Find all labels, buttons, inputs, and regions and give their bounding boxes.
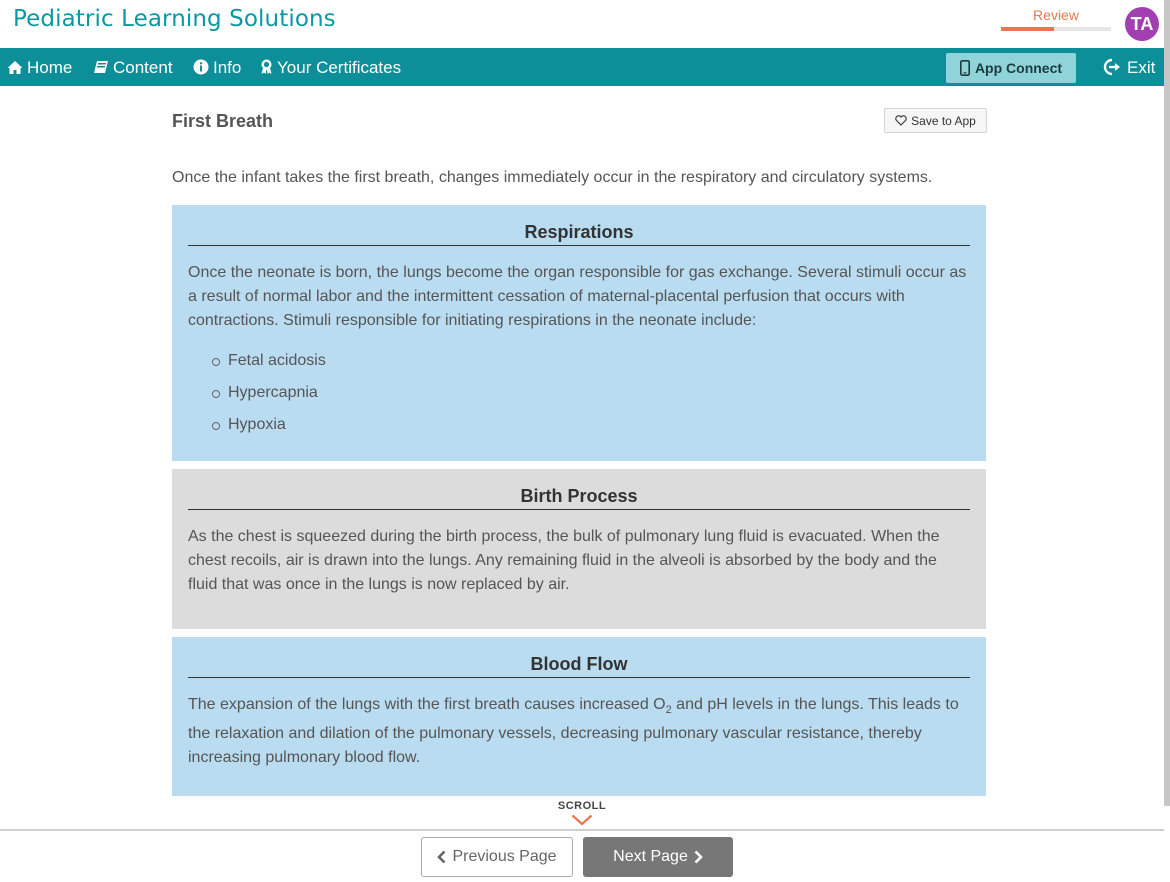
review-progress-track	[1001, 27, 1111, 31]
section-body: Once the neonate is born, the lungs become the organ responsible for gas exchange. Several stimuli occur as a result of normal labor and the intermittent cessation of maternal-placental perfusion that occurs with contractions. Stimuli responsible for initiating respirations in the neonate include:	[188, 264, 967, 329]
nav-info-label: Info	[213, 57, 242, 77]
previous-page-label: Previous Page	[452, 848, 557, 865]
section-heading: Birth Process	[188, 469, 970, 510]
nav-content-label: Content	[113, 57, 173, 77]
award-icon	[260, 59, 273, 75]
user-avatar[interactable]: TA	[1125, 7, 1159, 41]
footer-bar	[0, 829, 1164, 882]
next-page-button[interactable]	[583, 837, 733, 877]
nav-certificates[interactable]	[260, 48, 401, 86]
body-text-part: The expansion of the lungs with the first breath causes increased O	[188, 696, 666, 713]
section-heading: Respirations	[188, 205, 970, 246]
scroll-label: SCROLL	[557, 800, 607, 812]
chevron-left-icon	[437, 850, 446, 864]
page-title: First Breath	[172, 111, 274, 131]
chevron-right-icon	[694, 850, 703, 864]
intro-text: Once the infant takes the first breath, changes immediately occur in the respiratory and circulatory systems.	[172, 169, 933, 186]
exit-button[interactable]	[1103, 48, 1155, 86]
page-scrollbar[interactable]	[1164, 0, 1170, 806]
section-heading: Blood Flow	[188, 637, 970, 678]
section-birth-process	[172, 469, 986, 629]
app-logo-title[interactable]: Pediatric Learning Solutions	[13, 6, 336, 32]
section-body: As the chest is squeezed during the birth process, the bulk of pulmonary lung fluid is evacuated. When the chest recoils, air is drawn into the lungs. Any remaining fluid in the alveoli is absorbed by the body and the fluid that was once in the lungs is now replaced by air.	[188, 528, 940, 593]
nav-home[interactable]	[7, 48, 72, 86]
review-progress[interactable]	[1001, 7, 1111, 23]
save-to-app-label: Save to App	[911, 113, 976, 128]
section-blood-flow	[172, 637, 986, 796]
section-respirations	[172, 205, 986, 461]
body-text-part: and pH levels in the lungs. This leads to the relaxation and dilation of the pulmonary vessels, decreasing pulmonary vascular resistance, thereby increasing pulmonary blood flow.	[188, 696, 959, 767]
home-icon	[7, 60, 23, 75]
app-connect-label: App Connect	[974, 60, 1063, 76]
exit-label: Exit	[1127, 57, 1156, 77]
phone-icon	[960, 60, 970, 76]
oxygen-subscript: 2	[665, 704, 672, 717]
list-item: Hypercapnia	[212, 377, 970, 409]
exit-icon	[1103, 58, 1123, 76]
nav-content[interactable]	[93, 48, 173, 86]
nav-home-label: Home	[27, 57, 73, 77]
stimuli-list	[188, 345, 970, 441]
heart-icon	[895, 115, 907, 126]
info-icon	[193, 59, 209, 75]
next-page-label: Next Page	[613, 848, 688, 865]
book-icon	[93, 60, 109, 75]
list-item: Hypoxia	[212, 409, 970, 441]
nav-certificates-label: Your Certificates	[277, 57, 402, 77]
previous-page-button[interactable]	[421, 837, 573, 877]
save-to-app-button[interactable]	[884, 108, 987, 133]
list-item: Fetal acidosis	[212, 345, 970, 377]
scroll-indicator[interactable]	[552, 800, 612, 826]
nav-info[interactable]	[193, 48, 241, 86]
review-label: Review	[1033, 7, 1079, 23]
app-connect-button[interactable]	[946, 53, 1076, 83]
app-header	[0, 0, 1164, 48]
review-progress-fill	[1001, 27, 1054, 31]
chevron-down-icon	[571, 814, 593, 826]
section-body	[188, 693, 970, 770]
